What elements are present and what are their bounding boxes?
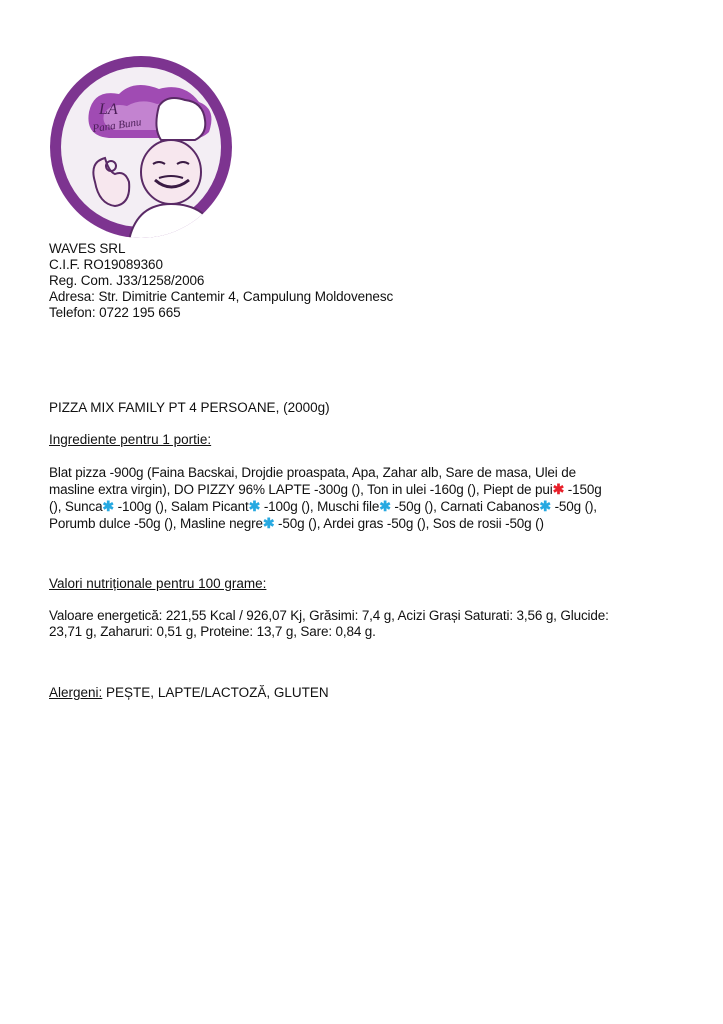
frozen-asterisk-icon: ✱	[248, 498, 261, 514]
ingredients-line-text: -50g (), Ardei gras -50g (), Sos de rosii -50g ()	[274, 516, 544, 531]
company-name: WAVES SRL	[49, 241, 126, 256]
ingredients-line-text: masline extra virgin), DO PIZZY 96% LAPTE -300g (), Ton in ulei -160g (), Piept de pui	[49, 482, 553, 497]
ingredients-line-text: (), Sunca	[49, 499, 103, 514]
product-title: PIZZA MIX FAMILY PT 4 PERSOANE, (2000g)	[49, 400, 330, 415]
ingredients-line-text: Porumb dulce -50g (), Masline negre	[49, 516, 263, 531]
ingredients-line-text: -50g (), Carnati Cabanos	[390, 499, 540, 514]
logo-text-name: Pana Bunu	[91, 116, 143, 135]
company-cif: C.I.F. RO19089360	[49, 257, 163, 272]
ingredients-line-text: Blat pizza -900g (Faina Bacskai, Drojdie proaspata, Apa, Zahar alb, Sare de masa, Ulei de	[49, 465, 576, 480]
frozen-asterisk-icon: ✱	[102, 498, 115, 514]
ingredients-text	[49, 465, 679, 532]
nutrition-heading: Valori nutriționale pentru 100 grame:	[49, 576, 267, 591]
allergens-label: Alergeni:	[49, 685, 103, 700]
ingredients-heading: Ingrediente pentru 1 portie:	[49, 432, 212, 447]
ingredients-line	[49, 515, 679, 532]
nutrition-text	[49, 608, 679, 640]
ingredients-line-text: -100g (), Muschi file	[260, 499, 380, 514]
company-info	[49, 241, 689, 321]
ingredients-line	[49, 481, 679, 498]
allergens-value: PEȘTE, LAPTE/LACTOZĂ, GLUTEN	[102, 685, 329, 700]
ingredients-line-text: -50g (),	[550, 499, 597, 514]
allergens	[49, 685, 329, 701]
nutrition-line: 23,71 g, Zaharuri: 0,51 g, Proteine: 13,7 g, Sare: 0,84 g.	[49, 624, 376, 639]
frozen-asterisk-icon: ✱	[262, 515, 275, 531]
ingredients-line	[49, 465, 679, 481]
chef-logo-icon	[49, 54, 232, 240]
company-reg: Reg. Com. J33/1258/2006	[49, 273, 205, 288]
ingredients-line-text: -100g (), Salam Picant	[114, 499, 249, 514]
logo-text-la: LA	[99, 101, 118, 118]
frozen-asterisk-icon: ✱	[379, 498, 391, 514]
fresh-asterisk-icon: ✱	[552, 481, 565, 497]
company-phone: Telefon: 0722 195 665	[49, 305, 181, 320]
company-address: Adresa: Str. Dimitrie Cantemir 4, Campulung Moldovenesc	[49, 289, 394, 304]
ingredients-line-text: -150g	[564, 482, 602, 497]
ingredients-line	[49, 498, 679, 515]
frozen-asterisk-icon: ✱	[539, 498, 551, 514]
nutrition-line: Valoare energetică: 221,55 Kcal / 926,07 Kj, Grăsimi: 7,4 g, Acizi Grași Saturati: 3,56 g, Glucide:	[49, 608, 609, 623]
